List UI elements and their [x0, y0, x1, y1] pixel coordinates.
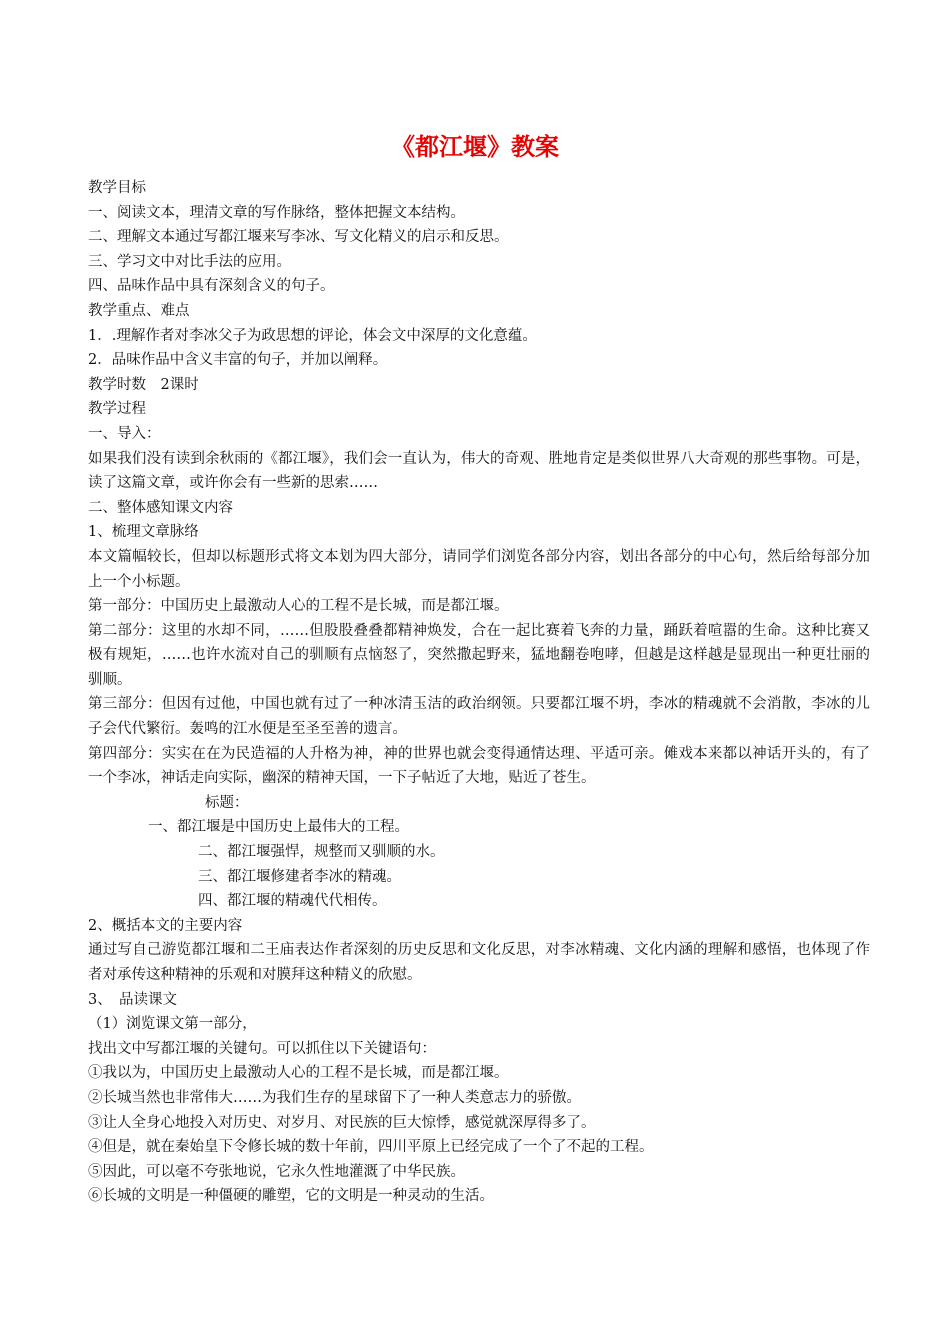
section-heading: 教学过程 [88, 401, 146, 418]
paragraph: 1．.理解作者对李冰父子为政思想的评论，体会文中深厚的文化意蕴。 [88, 327, 537, 344]
paragraph: 一、阅读文本，理清文章的写作脉络，整体把握文本结构。 [88, 204, 465, 221]
subtitle-item: 一、都江堰是中国历史上最伟大的工程。 [148, 819, 409, 836]
paragraph: （1）浏览课文第一部分， [88, 1016, 257, 1033]
paragraph: 通过写自己游览都江堰和二王庙表达作者深刻的历史反思和文化反思，对李冰精魂、文化内涵的理解和感悟，也体现了作者对承传这种精神的乐观和对膜拜这种精义的欣慰。 [88, 942, 870, 983]
list-item: ①我以为，中国历史上最激动人心的工程不是长城，而是都江堰。 [88, 1065, 509, 1082]
document-body [88, 176, 870, 1209]
paragraph: 1、梳理文章脉络 [88, 524, 199, 541]
paragraph: 二、整体感知课文内容 [88, 499, 233, 516]
list-item: ②长城当然也非常伟大……为我们生存的星球留下了一种人类意志力的骄傲。 [88, 1089, 581, 1106]
paragraph: 2、概括本文的主要内容 [88, 917, 243, 934]
subtitle-item: 二、都江堰强悍，规整而又驯顺的水。 [198, 844, 445, 861]
list-item: ④但是，就在秦始皇下令修长城的数十年前，四川平原上已经完成了一个了不起的工程。 [88, 1139, 654, 1156]
paragraph: 一、导入： [88, 425, 161, 442]
paragraph: 第四部分：实实在在为民造福的人升格为神，神的世界也就会变得通情达理、平适可亲。傩戏本来都以神话开头的，有了一个李冰，神话走向实际，幽深的精神天国，一下子帖近了大地，贴近了苍生。 [88, 745, 870, 787]
paragraph: 三、学习文中对比手法的应用。 [88, 253, 291, 270]
list-item: ⑤因此，可以毫不夸张地说，它永久性地灌溉了中华民族。 [88, 1163, 465, 1180]
paragraph: 教学时数 2课时 [88, 376, 199, 393]
section-heading: 教学目标 [88, 180, 146, 196]
list-item: ⑥长城的文明是一种僵硬的雕塑，它的文明是一种灵动的生活。 [88, 1188, 494, 1205]
paragraph: 2．品味作品中含义丰富的句子，并加以阐释。 [88, 352, 388, 369]
document-title: 《都江堰》教案 [391, 133, 559, 161]
paragraph: 第二部分：这里的水却不同，……但股股叠叠都精神焕发，合在一起比赛着飞奔的力量，踊跃着喧嚣的生命。这种比赛又极有规矩，……也许水流对自己的驯顺有点恼怒了，突然撒起野来，猛地翻卷咆哮，但越是这样越是显现出一种更壮丽的驯顺。 [88, 622, 870, 688]
paragraph: 二、理解文本通过写都江堰来写李冰、写文化精义的启示和反思。 [88, 229, 509, 246]
section-heading: 教学重点、难点 [88, 302, 190, 319]
list-item: ③让人全身心地投入对历史、对岁月、对民族的巨大惊悸，感觉就深厚得多了。 [88, 1114, 596, 1131]
paragraph: 本文篇幅较长，但却以标题形式将文本划为四大部分，请同学们浏览各部分内容，划出各部分的中心句，然后给每部分加上一个小标题。 [88, 548, 870, 590]
paragraph: 如果我们没有读到余秋雨的《都江堰》，我们会一直认为，伟大的奇观、胜地肯定是类似世界八大奇观的那些事物。可是，读了这篇文章，或许你会有一些新的思索…… [88, 450, 870, 492]
paragraph: 第一部分：中国历史上最激动人心的工程不是长城，而是都江堰。 [88, 598, 509, 615]
subtitle-item: 三、都江堰修建者李冰的精魂。 [198, 868, 401, 885]
subtitle-label: 标题： [205, 794, 249, 811]
subtitle-item: 四、都江堰的精魂代代相传。 [198, 893, 387, 910]
paragraph: 四、品味作品中具有深刻含义的句子。 [88, 278, 335, 295]
paragraph: 第三部分：但因有过他，中国也就有过了一种冰清玉洁的政治纲领。只要都江堰不坍，李冰的精魂就不会消散，李冰的儿子会代代繁衍。轰鸣的江水便是至圣至善的遗言。 [88, 696, 870, 738]
paragraph: 找出文中写都江堰的关键句。可以抓住以下关键语句： [88, 1040, 436, 1057]
paragraph: 3、 品读课文 [88, 991, 177, 1008]
